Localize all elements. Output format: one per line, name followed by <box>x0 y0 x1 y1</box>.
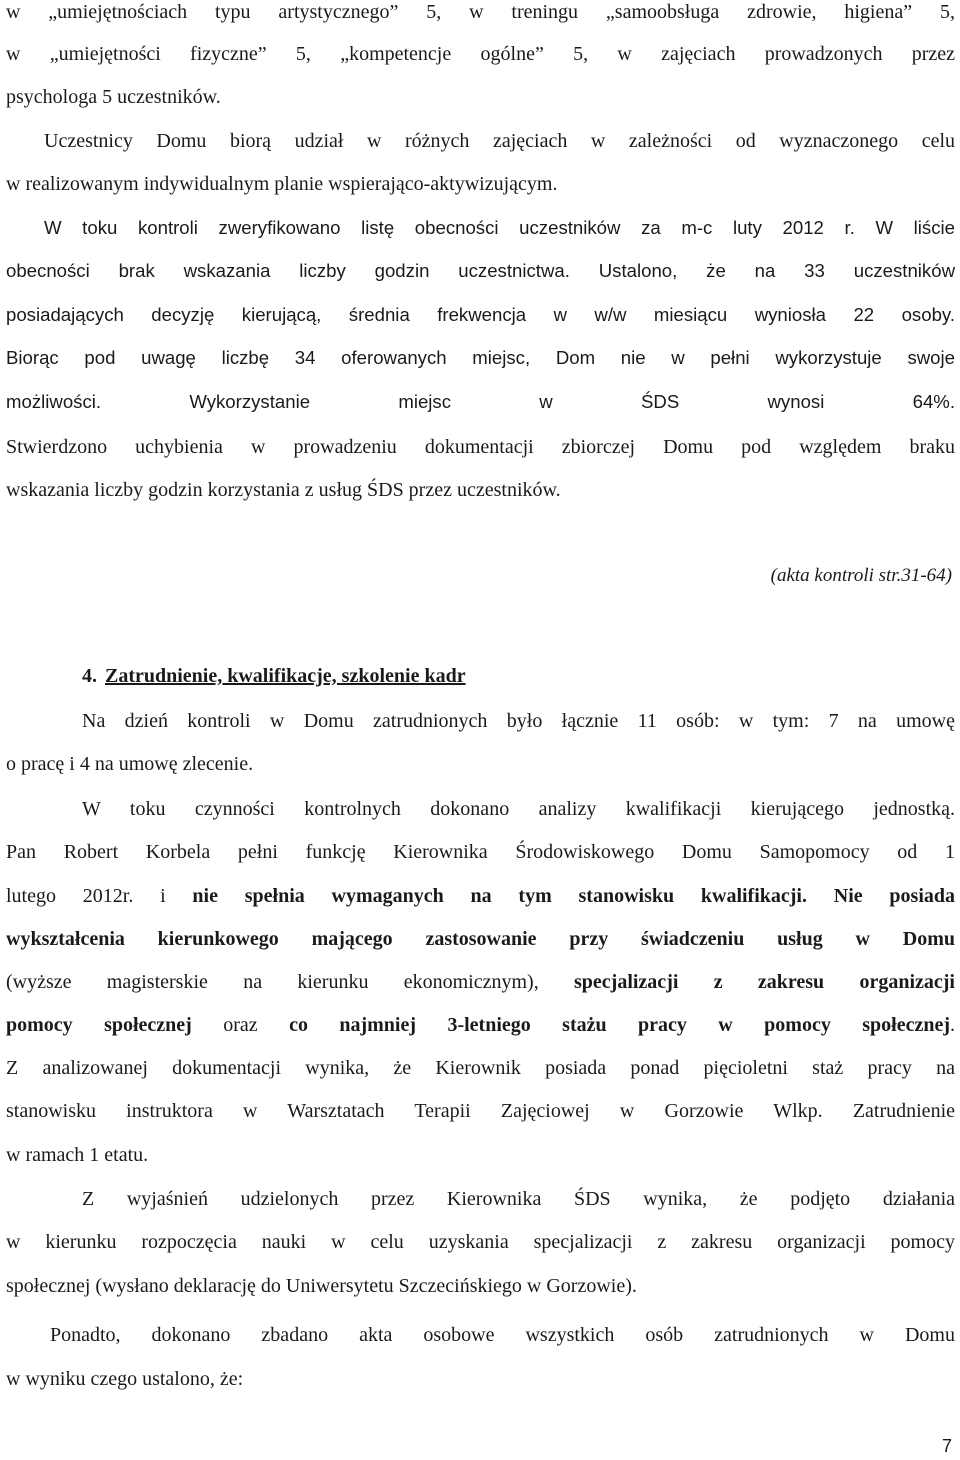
bold-span: Nie posiada <box>807 885 955 907</box>
section-number: 4. <box>82 665 97 687</box>
text-line: Biorąc pod uwagę liczbę 34 oferowanych miejsc, Dom nie w pełni wykorzystuje swoje <box>6 347 955 368</box>
bold-span: nie spełnia wymaganych na tym stanowisku kwalifikacji. <box>192 885 807 907</box>
text-line: w „umiejętnościach typu artystycznego” 5, w treningu „samoobsługa zdrowie, higiena” 5, <box>6 1 955 23</box>
text-line <box>6 1013 955 1037</box>
text-line: obecności brak wskazania liczby godzin uczestnictwa. Ustalono, że na 33 uczestników <box>6 260 955 281</box>
text-line: w ramach 1 etatu. <box>6 1144 149 1166</box>
text-line: w wyniku czego ustalono, że: <box>6 1368 244 1390</box>
text-line: W toku kontroli zweryfikowano listę obecności uczestników za m-c luty 2012 r. W liście <box>44 217 955 238</box>
bold-span: pomocy społecznej <box>6 1014 192 1036</box>
text-line: o pracę i 4 na umowę zlecenie. <box>6 753 254 775</box>
text-line: Ponadto, dokonano zbadano akta osobowe wszystkich osób zatrudnionych w Domu <box>50 1324 955 1346</box>
text-span: oraz <box>191 1014 290 1036</box>
text-span: lutego 2012r. i <box>6 885 193 907</box>
text-line: w „umiejętności fizyczne” 5, „kompetencje ogólne” 5, w zajęciach prowadzonych przez <box>6 43 955 65</box>
text-line: Stwierdzono uchybienia w prowadzeniu dokumentacji zbiorczej Domu pod względem braku <box>6 436 955 458</box>
page-number: 7 <box>941 1436 952 1456</box>
reference-note: (akta kontroli str.31-64) <box>770 565 952 586</box>
text-span: (wyższe magisterskie na kierunku ekonomicznym), <box>6 971 574 993</box>
section-title: Zatrudnienie, kwalifikacje, szkolenie kadr <box>105 665 466 687</box>
text-line: Uczestnicy Domu biorą udział w różnych zajęciach w zależności od wyznaczonego celu <box>44 130 955 152</box>
text-line: Z wyjaśnień udzielonych przez Kierownika ŚDS wynika, że podjęto działania <box>82 1188 955 1210</box>
text-line: W toku czynności kontrolnych dokonano analizy kwalifikacji kierującego jednostką. <box>82 798 955 820</box>
text-line: możliwości. Wykorzystanie miejsc w ŚDS wynosi 64%. <box>6 391 955 412</box>
text-line: psychologa 5 uczestników. <box>6 86 221 108</box>
text-line: stanowisku instruktora w Warsztatach Terapii Zajęciowej w Gorzowie Wlkp. Zatrudnienie <box>6 1100 955 1122</box>
text-line: Z analizowanej dokumentacji wynika, że Kierownik posiada ponad pięcioletni staż pracy na <box>6 1057 955 1079</box>
text-line <box>6 884 955 908</box>
bold-span: wykształcenia kierunkowego mającego zastosowanie przy świadczeniu usług w Domu <box>6 928 955 950</box>
text-line: posiadających decyzję kierującą, średnia frekwencja w w/w miesiącu wyniosła 22 osoby. <box>6 304 955 325</box>
text-line: w kierunku rozpoczęcia nauki w celu uzyskania specjalizacji z zakresu organizacji pomocy <box>6 1231 955 1253</box>
section-heading <box>82 664 466 688</box>
text-line <box>6 927 955 951</box>
text-line: wskazania liczby godzin korzystania z usług ŚDS przez uczestników. <box>6 479 561 501</box>
text-line <box>6 970 955 994</box>
text-line: społecznej (wysłano deklarację do Uniwersytetu Szczecińskiego w Gorzowie). <box>6 1275 637 1297</box>
bold-span: specjalizacji z zakresu organizacji <box>574 971 955 993</box>
text-line: Na dzień kontroli w Domu zatrudnionych było łącznie 11 osób: w tym: 7 na umowę <box>82 710 955 732</box>
text-span: . <box>950 1014 955 1036</box>
text-line: w realizowanym indywidualnym planie wspierająco-aktywizującym. <box>6 173 558 195</box>
bold-span: co najmniej 3-letniego stażu pracy w pomocy społecznej <box>289 1014 950 1036</box>
text-line: Pan Robert Korbela pełni funkcję Kierownika Środowiskowego Domu Samopomocy od 1 <box>6 841 955 863</box>
